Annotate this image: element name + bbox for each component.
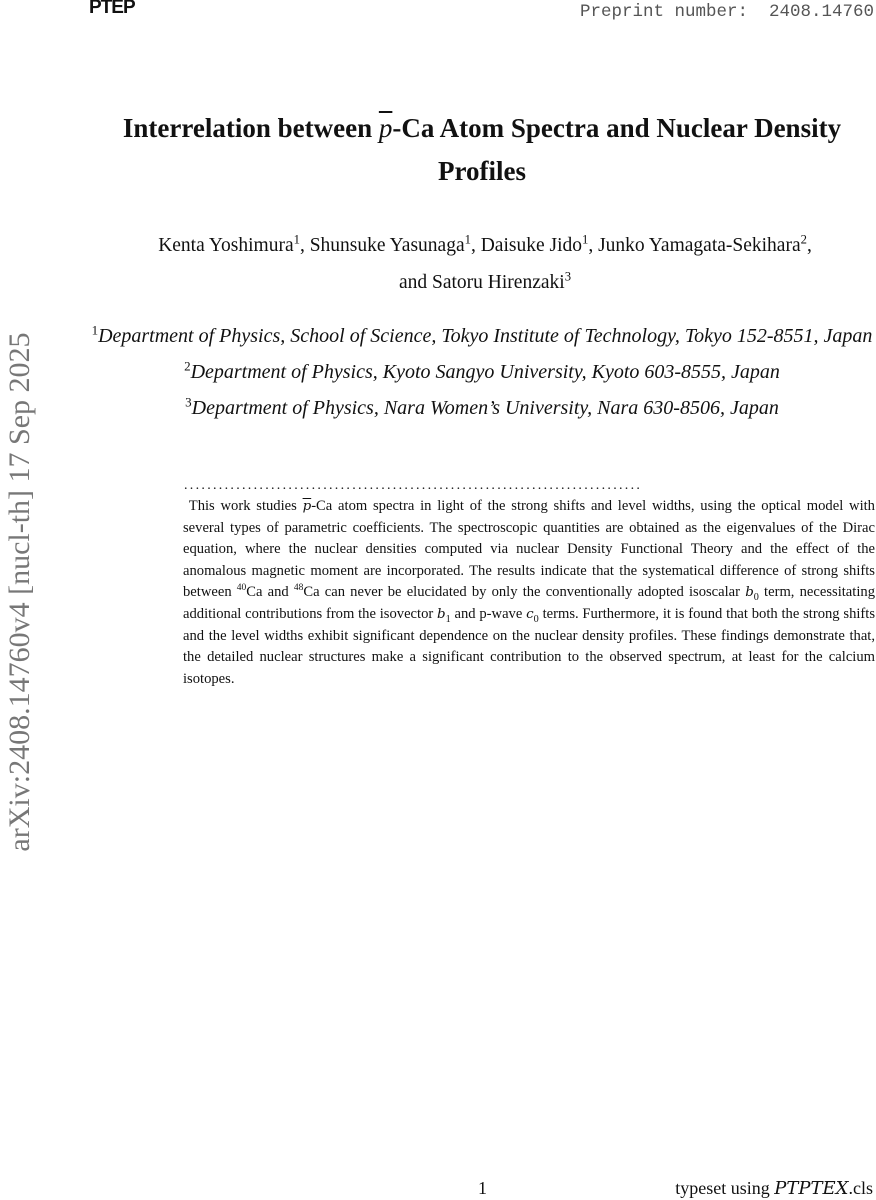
author-affiliation-mark: 2 <box>800 232 807 247</box>
abstract-text: Ca and <box>246 584 294 601</box>
typeset-text: .cls <box>848 1178 873 1198</box>
abstract-divider: ............................................................................... <box>184 478 643 493</box>
author-list: Kenta Yoshimura$^1$, Shunsuke Yasunaga$^1$, Daisuke Jido$^1$, Junko Yamagata-Sekihara$^2$, and Satoru Hirenzaki$^3$ <box>158 232 812 293</box>
affiliation-text: Department of Physics, School of Science, Tokyo Institute of Technology, Tokyo 152-8551, Japan <box>98 325 873 347</box>
author-affiliation-mark: 3 <box>564 269 572 284</box>
journal-logo: PTEP <box>89 0 135 14</box>
abstract-text: terms. Furthermore, it is found that both the strong shifts and the level widths exhibit significant dependence on the nuclear density profiles. These findings demonstrate that, the detailed nuclear structures make a significant contribution to the observed spectrum, at least for the calcium isotopes. <box>183 605 876 687</box>
abstract-text: This work studies <box>188 498 303 514</box>
author-affiliation-mark: 1 <box>293 232 300 247</box>
abstract <box>183 496 875 690</box>
abstract-subscript: 0 <box>533 613 539 625</box>
abstract-symbol: c <box>526 606 534 622</box>
abstract-subscript: 0 <box>753 592 759 604</box>
paper-title <box>90 107 874 193</box>
author <box>480 232 589 256</box>
abstract-symbol: $\overline{p}$ <box>302 499 312 514</box>
ptptex-logo: PTPTEX <box>774 1178 849 1199</box>
page-number: 1 <box>478 1178 487 1198</box>
affiliation <box>90 354 874 390</box>
affiliation-text: Department of Physics, Kyoto Sangyo University, Kyoto 603-8555, Japan <box>190 361 780 383</box>
author-affiliation-mark: 1 <box>464 232 471 247</box>
abstract-symbol: b <box>437 606 446 622</box>
abstract-subscript: 1 <box>445 613 451 625</box>
title-part: -Ca Atom Spectra and Nuclear Density Profiles <box>392 113 842 186</box>
abstract-superscript: 40 <box>236 583 247 594</box>
affiliation-text: Department of Physics, Nara Women’s University, Nara 630-8506, Japan <box>191 397 779 419</box>
author-name: Kenta Yoshimura <box>158 235 294 256</box>
typeset-text: typeset using <box>675 1178 775 1198</box>
arxiv-sidebar-stamp: arXiv:2408.14760v4 [nucl-th] 17 Sep 2025 <box>3 332 36 852</box>
abstract-superscript: 48 <box>293 583 304 594</box>
author <box>598 232 807 256</box>
abstract-text: term, necessitating additional contributions from the isovector <box>183 584 875 622</box>
preprint-number: Preprint number: 2408.14760 <box>579 2 874 22</box>
affiliation-list <box>90 318 874 426</box>
affiliation <box>90 318 874 354</box>
abstract-text: Ca can never be elucidated by only the conventionally adopted isoscalar <box>303 584 746 601</box>
author-name: Shunsuke Yasunaga <box>309 235 465 256</box>
author <box>309 232 471 256</box>
abstract-text: and p-wave <box>450 605 527 622</box>
affiliation-number: 2 <box>184 358 191 374</box>
typeset-note <box>675 1178 873 1199</box>
title-pbar: $\overline{p}$ <box>378 113 393 143</box>
affiliation-number: 1 <box>91 322 99 338</box>
abstract-symbol: b <box>745 585 754 601</box>
author-name: and Satoru Hirenzaki <box>398 272 565 293</box>
author-name: Junko Yamagata-Sekihara <box>598 235 801 256</box>
abstract-text: -Ca atom spectra in light of the strong shifts and level widths, using the optical model with several types of parametric coefficients. The spectroscopic quantities are obtained as the eigenvalues of the Dirac equation, where the nuclear densities computed via nuclear Density Functional Theory and the effect of the anomalous magnetic moment are incorporated. The results indicate that the systematical difference of strong shifts between <box>183 498 875 601</box>
author-affiliation-mark: 1 <box>581 232 589 247</box>
affiliation <box>90 390 874 426</box>
author <box>158 232 300 256</box>
affiliation-number: 3 <box>185 394 192 410</box>
author <box>398 269 572 293</box>
author-name: Daisuke Jido <box>480 235 582 256</box>
title-part: Interrelation between <box>122 113 379 143</box>
